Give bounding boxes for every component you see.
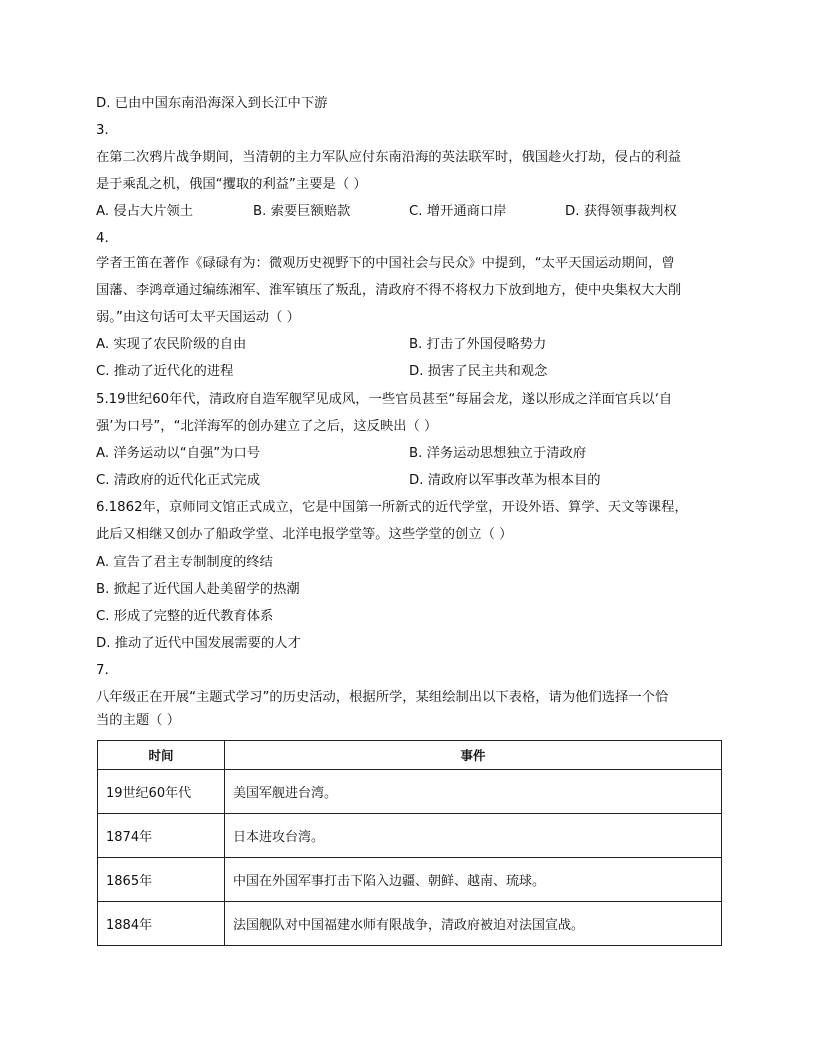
q4-option-d: D. 损害了民主共和观念 xyxy=(409,364,548,379)
table-cell-event: 日本进攻台湾。 xyxy=(225,814,722,858)
q2-option-d: D. 已由中国东南沿海深入到长江中下游 xyxy=(96,96,328,111)
q5-stem-line-2: 强’为口号”，“北洋海军的创办建立了之后，这反映出（ ） xyxy=(96,419,438,434)
q6-option-c: C. 形成了完整的近代教育体系 xyxy=(96,609,274,624)
table-cell-event: 美国军舰进台湾。 xyxy=(225,770,722,814)
q7-stem-line-2: 当的主题（ ） xyxy=(96,713,181,728)
table-cell-time: 1865年 xyxy=(98,858,225,902)
table-cell-time: 1884年 xyxy=(98,902,225,946)
q4-option-c: C. 推动了近代化的进程 xyxy=(96,364,234,379)
q6-stem-line-2: 此后又相继又创办了船政学堂、北洋电报学堂等。这些学堂的创立（ ） xyxy=(96,527,513,542)
header-time: 时间 xyxy=(98,741,225,770)
q4-stem-line-2: 国藩、李鸿章通过编练湘军、淮军镇压了叛乱，清政府不得不将权力下放到地方，使中央集权大大削 xyxy=(96,283,682,298)
table-cell-event: 中国在外国军事打击下陷入边疆、朝鲜、越南、琉球。 xyxy=(225,858,722,902)
q4-number: 4. xyxy=(96,231,109,246)
q4-stem-line-1: 学者王笛在著作《碌碌有为：微观历史视野下的中国社会与民众》中提到，“太平天国运动期间，曾 xyxy=(96,256,675,271)
q5-stem-line-1: 5.19世纪60年代，清政府自造军舰罕见成风，一些官员甚至“每届会龙，遂以形成之洋面官兵以‘自 xyxy=(96,392,673,407)
q4-option-b: B. 打击了外国侵略势力 xyxy=(409,337,547,352)
table-row xyxy=(98,814,722,858)
q3-stem-line-1: 在第二次鸦片战争期间，当清朝的主力军队应付东南沿海的英法联军时，俄国趁火打劫，侵占的利益 xyxy=(96,150,682,165)
header-event: 事件 xyxy=(225,741,722,770)
table-row xyxy=(98,902,722,946)
table-cell-event: 法国舰队对中国福建水师有限战争，清政府被迫对法国宣战。 xyxy=(225,902,722,946)
table-row xyxy=(98,858,722,902)
q3-stem-line-2: 是于乘乱之机，俄国“攫取的利益”主要是（ ） xyxy=(96,177,367,192)
q5-option-a: A. 洋务运动以“自强”为口号 xyxy=(96,446,261,461)
q6-stem-line-1: 6.1862年，京师同文馆正式成立，它是中国第一所新式的近代学堂，开设外语、算学、天文等课程， xyxy=(96,500,688,515)
q3-option-d: D. 获得领事裁判权 xyxy=(565,204,677,219)
q6-option-b: B. 掀起了近代国人赴美留学的热潮 xyxy=(96,582,300,597)
q4-stem-line-3: 弱。”由这句话可太平天国运动（ ） xyxy=(96,310,300,325)
q3-option-a: A. 侵占大片领土 xyxy=(96,204,194,219)
table-cell-time: 19世纪60年代 xyxy=(98,770,225,814)
table-cell-time: 1874年 xyxy=(98,814,225,858)
q7-number: 7. xyxy=(96,663,109,678)
q3-number: 3. xyxy=(96,123,109,138)
events-table xyxy=(97,740,722,946)
q6-option-a: A. 宣告了君主专制制度的终结 xyxy=(96,555,273,570)
q6-option-d: D. 推动了近代中国发展需要的人才 xyxy=(96,636,301,651)
q7-stem-line-1: 八年级正在开展“主题式学习”的历史活动，根据所学，某组绘制出以下表格，请为他们选择一个恰 xyxy=(96,690,669,705)
q5-option-d: D. 清政府以军事改革为根本目的 xyxy=(409,473,601,488)
q3-option-b: B. 索要巨额赔款 xyxy=(253,204,351,219)
q4-option-a: A. 实现了农民阶级的自由 xyxy=(96,337,247,352)
q5-option-b: B. 洋务运动思想独立于清政府 xyxy=(409,446,587,461)
q3-option-c: C. 增开通商口岸 xyxy=(409,204,507,219)
table-row xyxy=(98,770,722,814)
table-header-row xyxy=(98,741,722,770)
q5-option-c: C. 清政府的近代化正式完成 xyxy=(96,473,261,488)
